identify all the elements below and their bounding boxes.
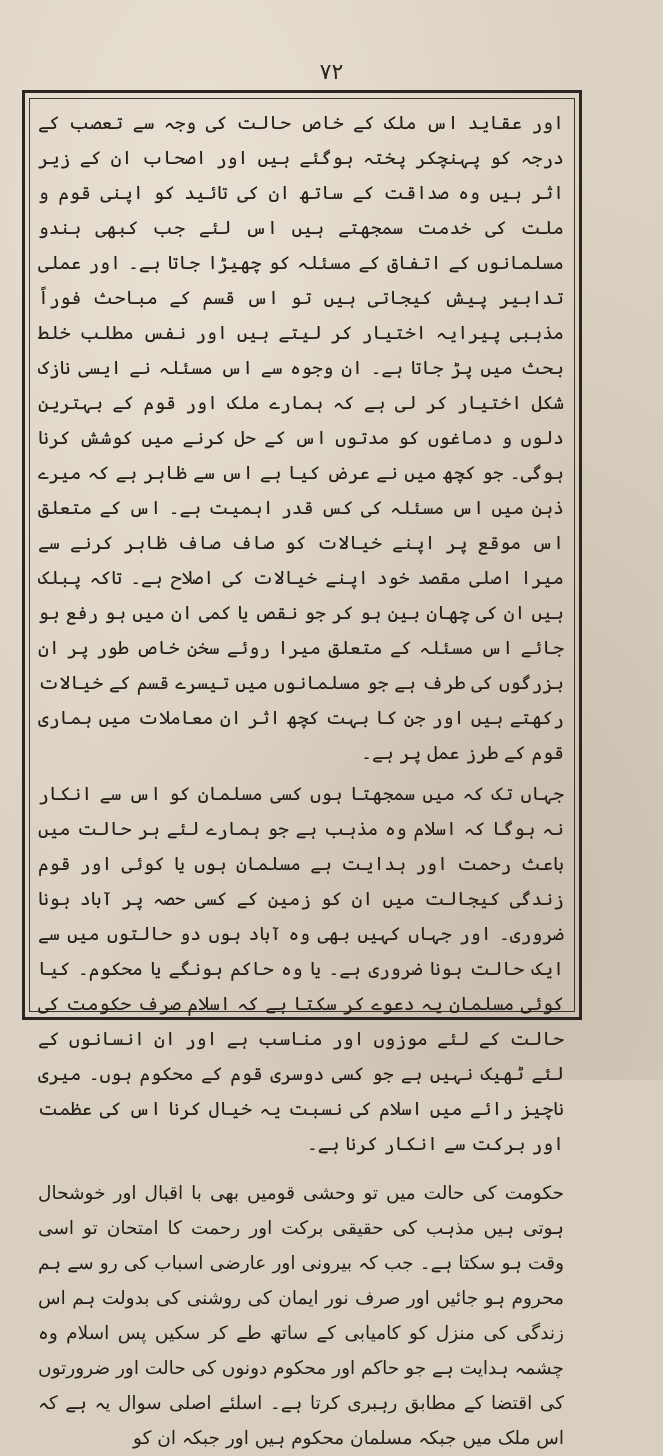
body-text bbox=[38, 106, 564, 1449]
page-number: ۷۲ bbox=[319, 60, 344, 85]
paragraph-2: جہاں تک کہ میں سمجھتا ہوں کسی مسلمان کو اس سے انکار نہ ہوگا کہ اسلام وہ مذہب ہے جو ہمارے لئے ہر حالت میں باعث رحمت اور ہدایت ہے مسلمان ہوں یا کوئی اور قوم زندگی کیجالت میں ان کو زمین کے کسی حصہ پر آباد ہونا ضروری۔ اور جہاں کہیں بھی وہ آباد ہوں دو حالتوں میں سے ایک حالت ہونا ضروری ہے۔ یا وہ حاکم ہونگے یا محکوم۔ کیا کوئی مسلمان یہ دعوے کر سکتا ہے کہ اسلام صرف حکومت کی حالت کے لئے موزوں اور مناسب ہے اور ان انسانوں کے لئے ٹھیک نہیں ہے جو کسی دوسری قوم کے محکوم ہوں۔ میری ناچیز رائے میں اسلام کی نسبت یہ خیال کرنا اس کی عظمت اور برکت سے انکار کرنا ہے۔ bbox=[38, 784, 564, 1155]
paragraph-3: حکومت کی حالت میں تو وحشی قومیں بھی با اقبال اور خوشحال ہوتی ہیں مذہب کی حقیقی برکت اور رحمت کا امتحان تو اسی وقت ہو سکتا ہے۔ جب کہ بیرونی اور عارضی اسباب کی رو سے ہم محروم ہو جائیں اور صرف نور ایمان کی روشنی کی بدولت ہم اس زندگی کی منزل کو کامیابی کے ساتھ طے کر سکیں پس اسلام وہ چشمہ ہدایت ہے جو حاکم اور محکوم دونوں کی حالت اور ضرورتوں کی اقتضا کے مطابق رہبری کرتا ہے۔ اسلئے اصلی سوال یہ ہے کہ اس ملک میں جبکہ مسلمان محکوم ہیں اور جبکہ ان کو bbox=[38, 1183, 564, 1449]
paragraph-1: اور عقاید اس ملک کے خاص حالت کی وجہ سے تعصب کے درجہ کو پہنچکر پختہ ہوگئے ہیں اور اصحاب ان کے زیر اثر ہیں وہ صداقت کے ساتھ ان کی تائید کو اپنی قوم و ملت کی خدمت سمجھتے ہیں اس لئے جب کبھی ہندو مسلمانوں کے اتفاق کے مسئلہ کو چھیڑا جاتا ہے۔ اور عملی تدابیر پیش کیجاتی ہیں تو اس قسم کے مباحث فوراً مذہبی پیرایہ اختیار کر لیتے ہیں اور نفس مطلب خلط بحث میں پڑ جاتا ہے۔ ان وجوہ سے اس مسئلہ نے ایسی نازک شکل اختیار کر لی ہے کہ ہمارے ملک اور قوم کے بہترین دلوں و دماغوں کو مدتوں اس کے حل کرنے میں کوشش کرنا ہوگی۔ جو کچھ میں نے عرض کیا ہے اس سے ظاہر ہے کہ میرے ذہن میں اس مسئلہ کی کس قدر اہمیت ہے۔ اس کے متعلق اس موقع پر اپنے خیالات کو صاف صاف ظاہر کرنے سے میرا اصلی مقصد خود اپنے خیالات کی اصلاح ہے۔ تاکہ پبلک ہیں ان کی چھان بین ہو کر جو نقص یا کمی ان میں ہو رفع ہو جائے اس مسئلہ کے متعلق میرا روئے سخن خاص طور پر ان بزرگوں کی طرف ہے جو مسلمانوں میں تیسرے قسم کے خیالات رکھتے ہیں اور جن کا بہت کچھ اثر ان معاملات میں ہماری قوم کے طرز عمل پر ہے۔ bbox=[38, 113, 564, 764]
